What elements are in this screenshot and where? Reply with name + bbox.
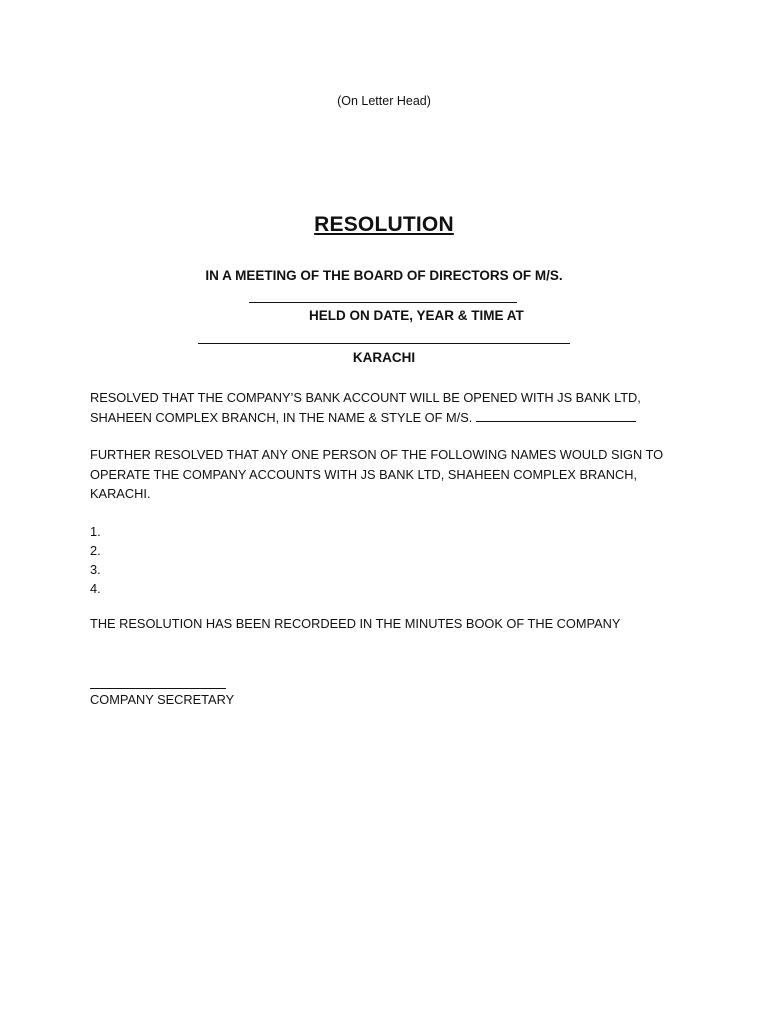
- meeting-venue-blank: [198, 343, 570, 344]
- further-resolution-line: KARACHI.: [90, 486, 151, 501]
- letterhead-note: (On Letter Head): [337, 94, 431, 108]
- company-secretary-label: COMPANY SECRETARY: [90, 692, 235, 707]
- meeting-heading: IN A MEETING OF THE BOARD OF DIRECTORS OF M/S.: [205, 268, 563, 283]
- resolution-paragraph-line: RESOLVED THAT THE COMPANY’S BANK ACCOUNT WILL BE OPENED WITH JS BANK LTD,: [90, 390, 641, 405]
- account-name-blank: [476, 409, 636, 422]
- resolution-paragraph-line-text: SHAHEEN COMPLEX BRANCH, IN THE NAME & STYLE OF M/S.: [90, 409, 473, 425]
- city-heading: KARACHI: [352, 350, 416, 365]
- company-name-blank: [249, 302, 517, 303]
- signatories-list: [90, 522, 101, 598]
- further-resolution-line: OPERATE THE COMPANY ACCOUNTS WITH JS BANK LTD, SHAHEEN COMPLEX BRANCH,: [90, 466, 638, 482]
- recorded-statement: THE RESOLUTION HAS BEEN RECORDEED IN THE MINUTES BOOK OF THE COMPANY: [90, 616, 621, 631]
- resolution-paragraph-line: [90, 408, 680, 428]
- further-resolution-paragraph: [90, 445, 680, 504]
- document-title: RESOLUTION: [314, 213, 454, 236]
- further-resolution-line: FURTHER RESOLVED THAT ANY ONE PERSON OF THE FOLLOWING NAMES WOULD SIGN TO: [90, 447, 664, 462]
- held-on-heading: HELD ON DATE, YEAR & TIME AT: [309, 308, 524, 323]
- list-item: 4.: [90, 581, 101, 596]
- signature-line: [90, 688, 226, 689]
- list-item: 1.: [90, 524, 101, 539]
- list-item: 3.: [90, 562, 101, 577]
- resolution-paragraph: [90, 388, 680, 427]
- list-item: 2.: [90, 543, 101, 558]
